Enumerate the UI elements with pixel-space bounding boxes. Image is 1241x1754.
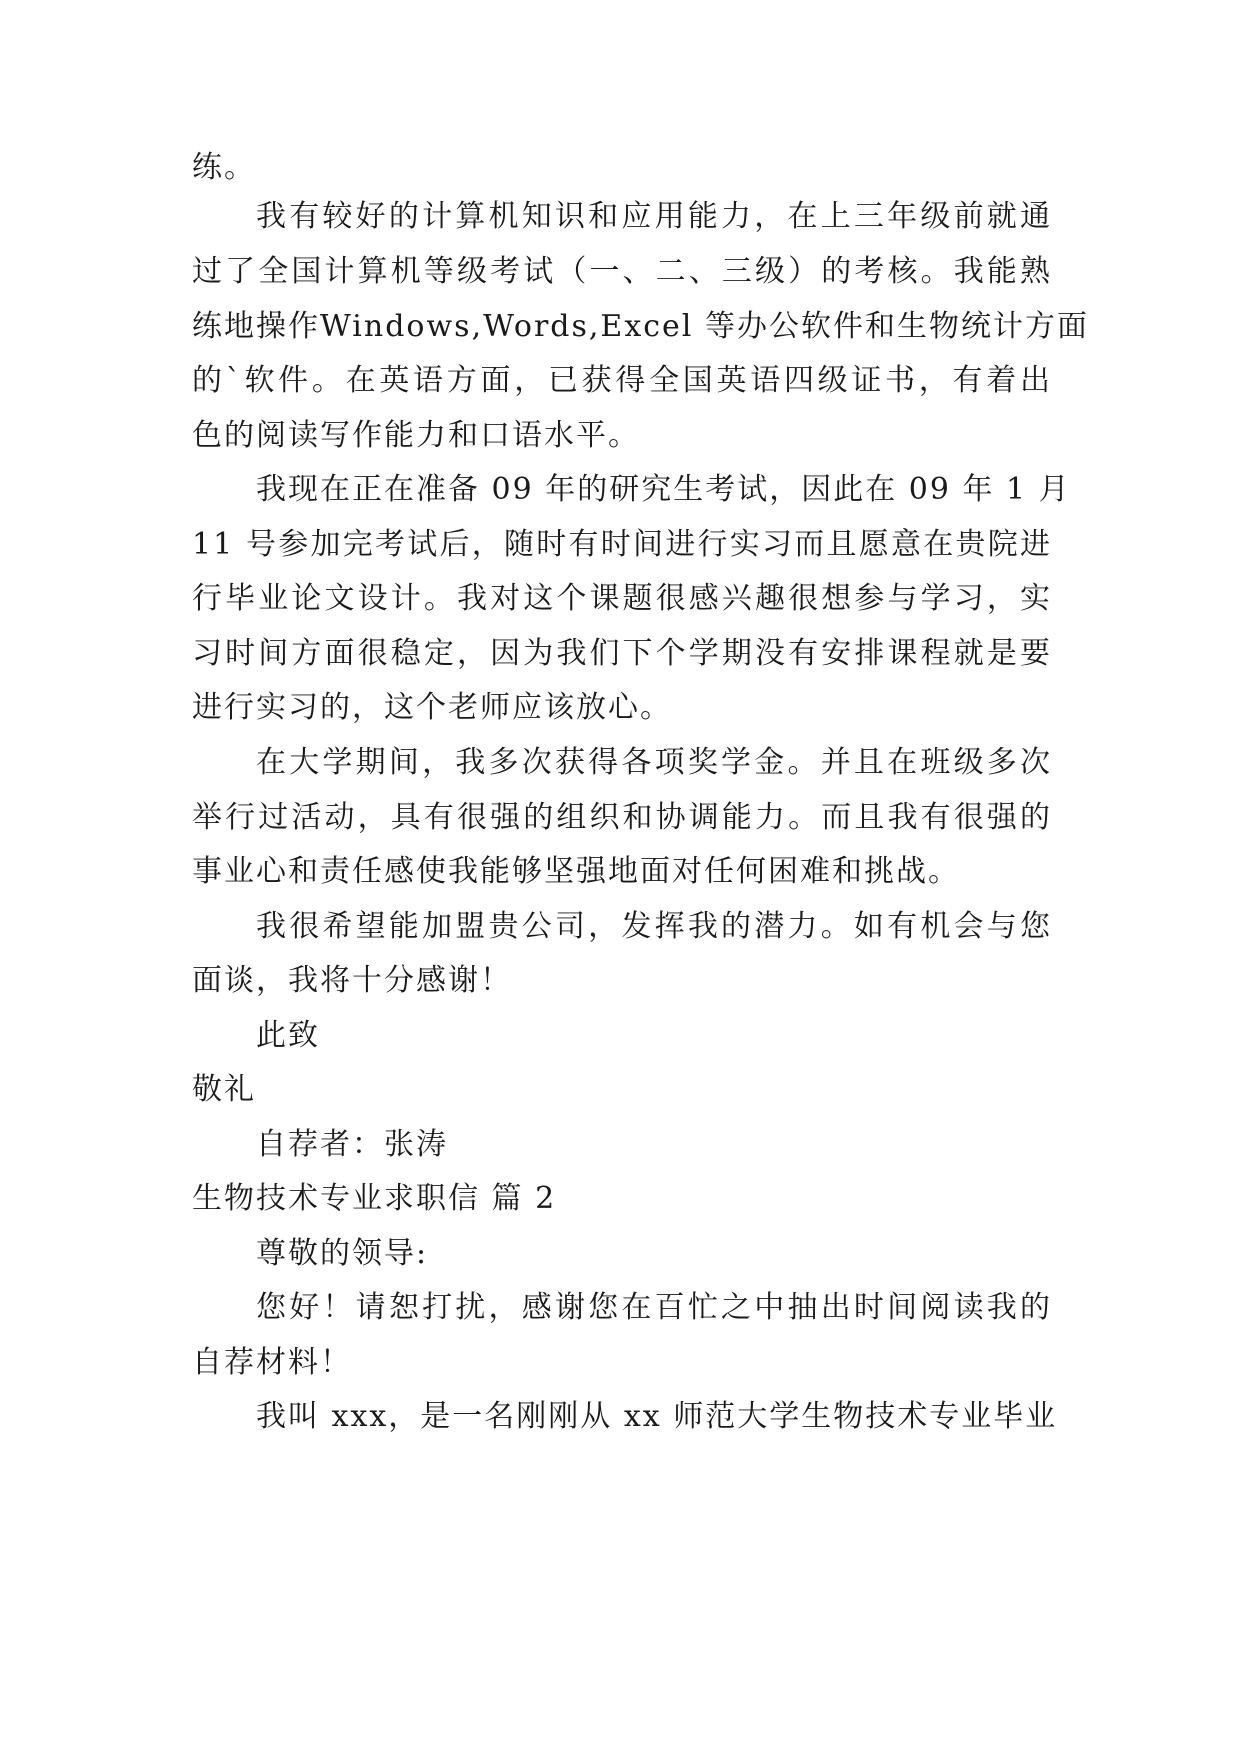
section-heading: 生物技术专业求职信 篇 2: [192, 1181, 557, 1216]
text-line: 我很希望能加盟贵公司，发挥我的潜力。如有机会与您: [256, 909, 1052, 944]
text-line: 自荐材料！: [192, 1345, 352, 1380]
text-line: 的`软件。在英语方面，已获得全国英语四级证书，有着出: [192, 363, 1052, 398]
text-line: 我有较好的计算机知识和应用能力，在上三年级前就通: [256, 199, 1052, 234]
text-line: 您好！请恕打扰，感谢您在百忙之中抽出时间阅读我的: [256, 1290, 1052, 1325]
closing-regards: 敬礼: [192, 1072, 256, 1107]
text-line: 习时间方面很稳定，因为我们下个学期没有安排课程就是要: [192, 636, 1052, 671]
greeting-line: 尊敬的领导:: [256, 1236, 429, 1271]
signature-line: 自荐者：张涛: [256, 1127, 448, 1162]
text-line: 在大学期间，我多次获得各项奖学金。并且在班级多次: [256, 745, 1052, 780]
text-line: 色的阅读写作能力和口语水平。: [192, 418, 640, 453]
text-line: 进行实习的，这个老师应该放心。: [192, 690, 672, 725]
text-line: 练地操作Windows,Words,Excel 等办公软件和生物统计方面: [192, 309, 1089, 344]
text-line: 过了全国计算机等级考试（一、二、三级）的考核。我能熟: [192, 254, 1052, 289]
text-line: 我叫 xxx，是一名刚刚从 xx 师范大学生物技术专业毕业: [256, 1399, 1058, 1434]
text-line: 我现在正在准备 09 年的研究生考试，因此在 09 年 1 月: [256, 472, 1071, 507]
closing-salutation: 此致: [256, 1018, 320, 1053]
text-line: 举行过活动，具有很强的组织和协调能力。而且我有很强的: [192, 800, 1052, 835]
text-line: 面谈，我将十分感谢！: [192, 963, 512, 998]
text-line: 行毕业论文设计。我对这个课题很感兴趣很想参与学习，实: [192, 581, 1052, 616]
text-line: 11 号参加完考试后，随时有时间进行实习而且愿意在贵院进: [192, 527, 1052, 562]
text-line: 事业心和责任感使我能够坚强地面对任何困难和挑战。: [192, 854, 960, 889]
text-line: 练。: [192, 150, 256, 185]
